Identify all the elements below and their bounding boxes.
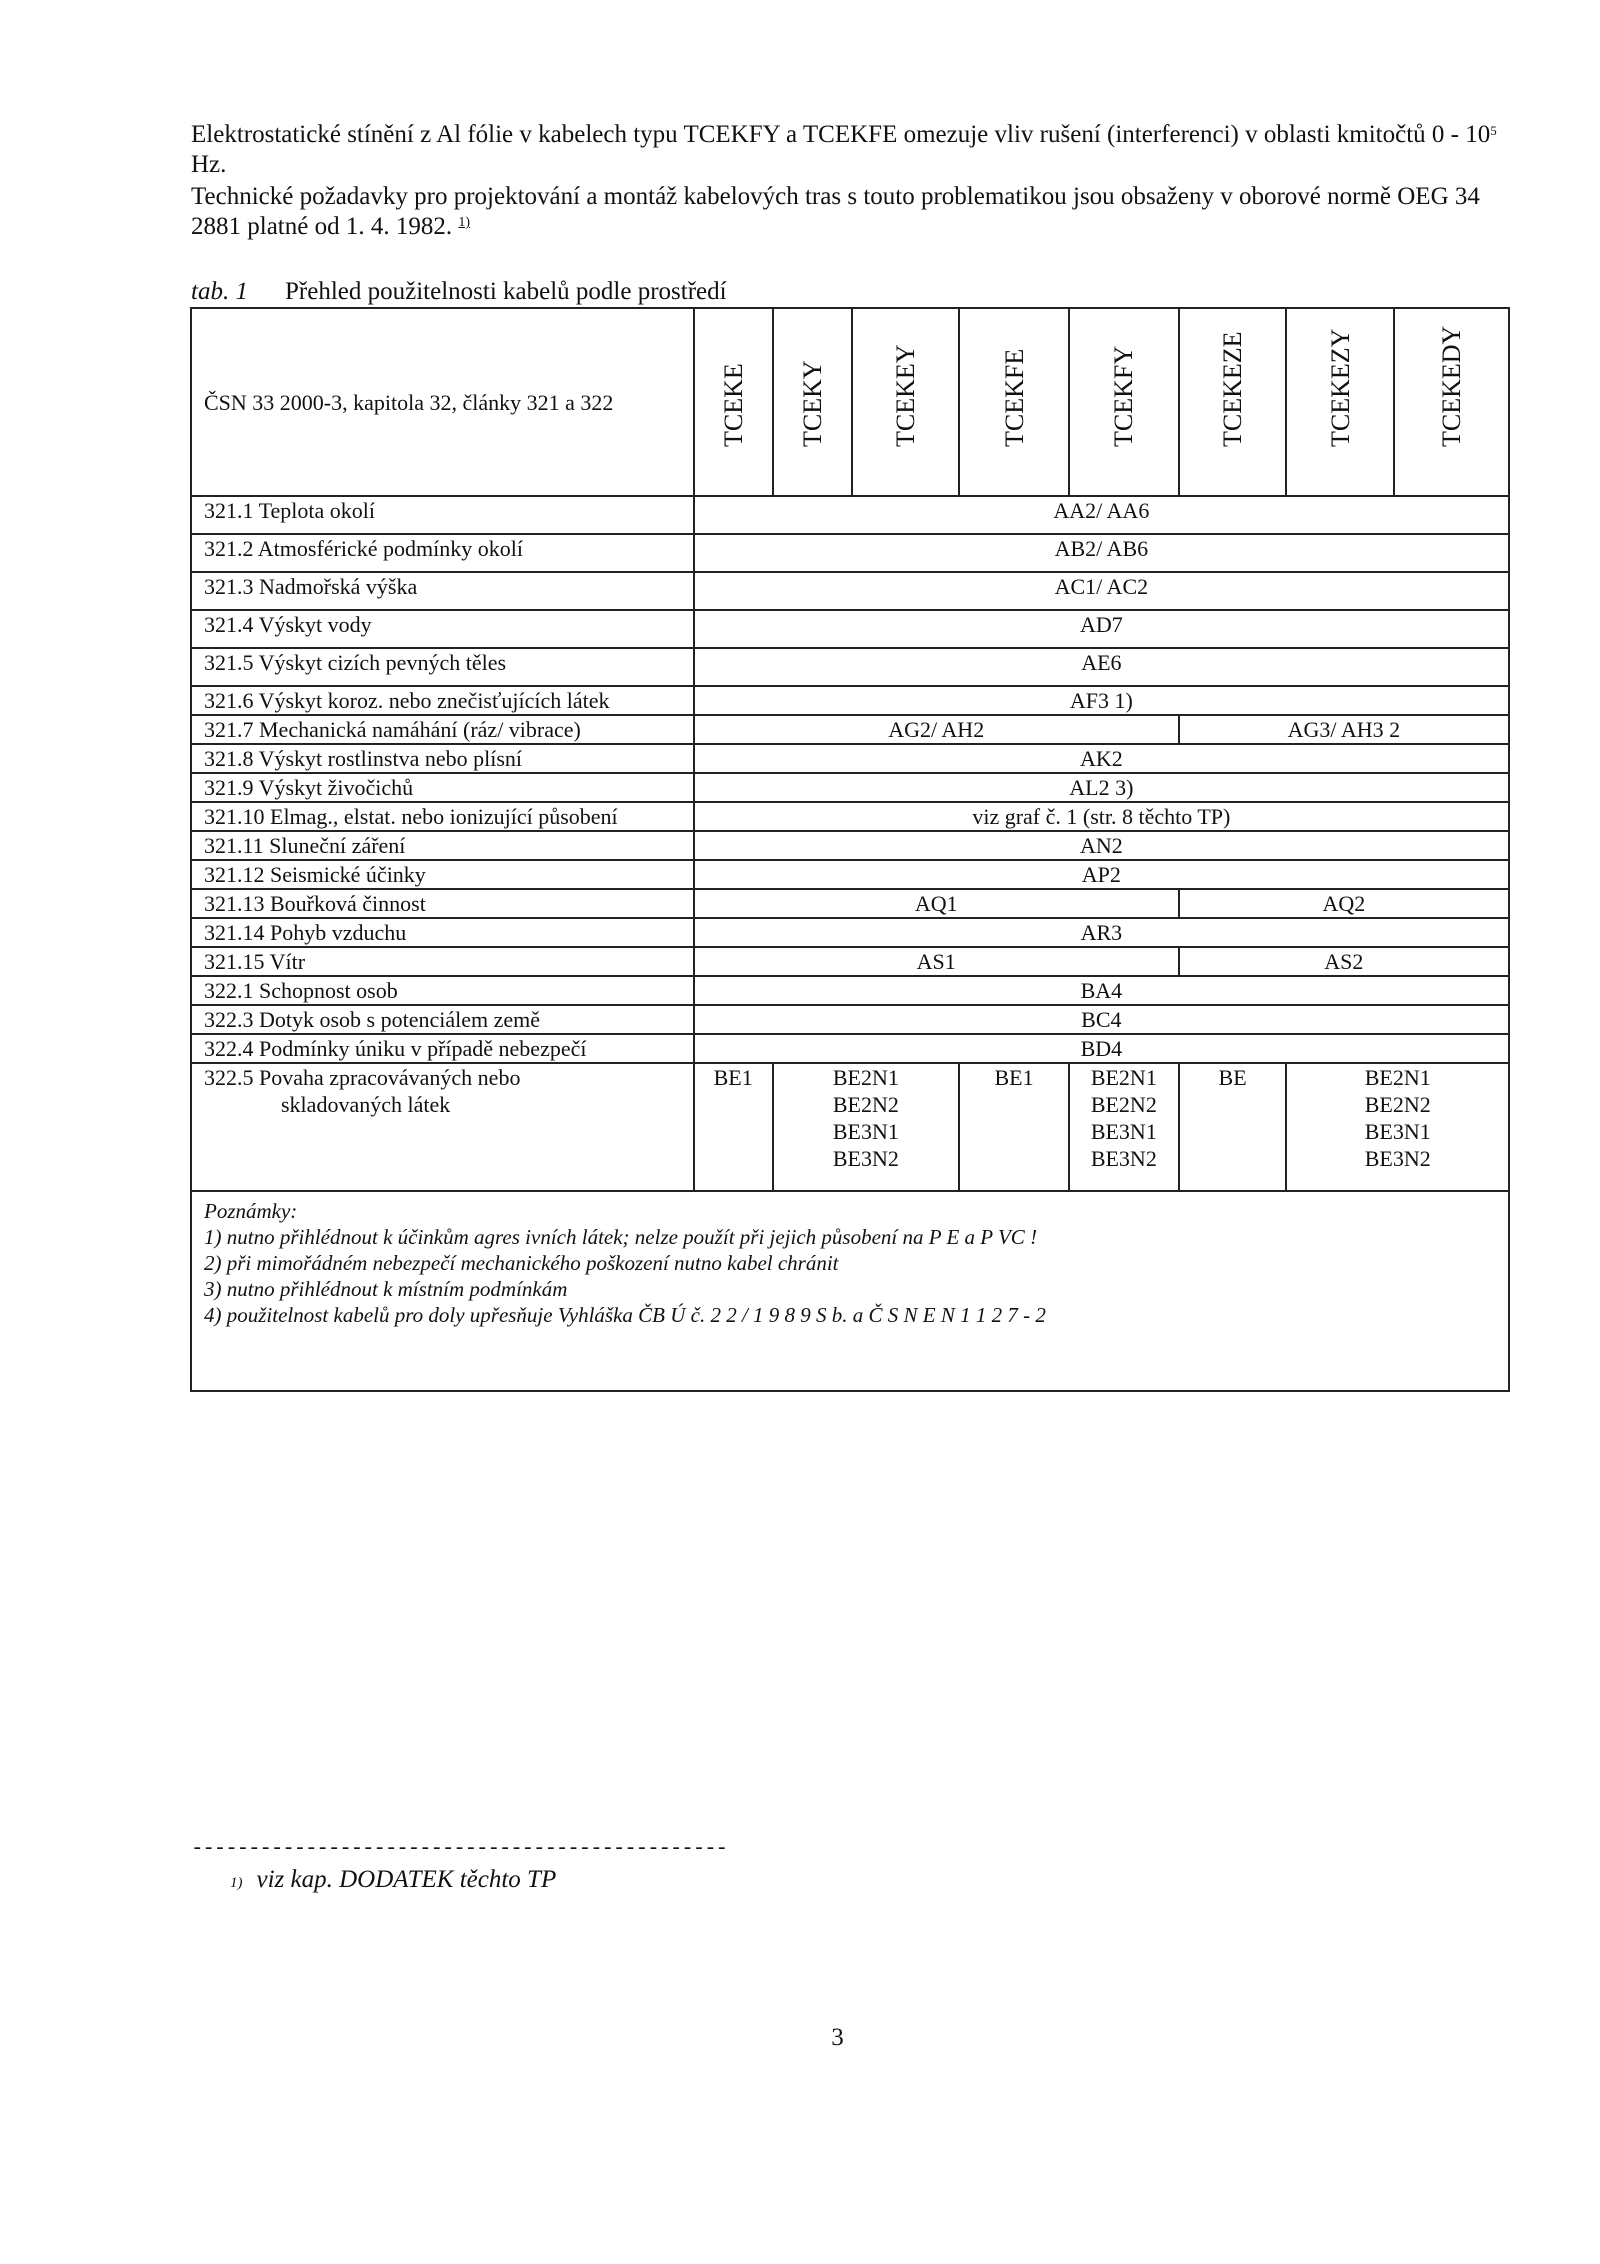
row-label-line-1: 322.5 Povaha zpracovávaných nebo [204,1065,521,1090]
footnote-separator: ----------------------------------------------- [191,1838,727,1861]
cell-tcekfy: BE2N1 BE2N2 BE3N1 BE3N2 [1069,1063,1179,1191]
superscript-exponent: 5 [1490,123,1497,138]
row-value: AE6 [694,648,1509,686]
intro-line-1 [191,120,1511,180]
row-label-line-2: skladovaných látek [281,1092,451,1117]
row-label: 321.11 Sluneční záření [191,831,694,860]
row-label: 321.8 Výskyt rostlinstva nebo plísní [191,744,694,773]
row-value: AR3 [694,918,1509,947]
table-row [191,918,1509,947]
col-header-tceky: TCEKY [773,308,853,496]
table-row [191,773,1509,802]
col-header-tcekey: TCEKEY [852,308,959,496]
table-row [191,648,1509,686]
footnote-text: viz kap. DODATEK těchto TP [256,1866,557,1893]
notes-title: Poznámky: [204,1199,298,1223]
row-value: viz graf č. 1 (str. 8 těchto TP) [694,802,1509,831]
row-value: AD7 [694,610,1509,648]
table-row [191,496,1509,534]
note-item: 3) nutno přihlédnout k místním podmínkám [204,1277,568,1301]
row-label: 321.4 Výskyt vody [191,610,694,648]
row-value: BC4 [694,1005,1509,1034]
row-label [191,1063,694,1191]
row-value-group-a: AS1 [694,947,1179,976]
row-value: AN2 [694,831,1509,860]
table-row [191,947,1509,976]
row-value-group-a: AQ1 [694,889,1179,918]
table-header-norm: ČSN 33 2000-3, kapitola 32, články 321 a 322 [191,308,694,496]
row-label: 321.1 Teplota okolí [191,496,694,534]
cable-usability-table [190,307,1510,1392]
footnote [230,1866,556,1894]
table-notes-row [191,1191,1509,1391]
row-label: 321.14 Pohyb vzduchu [191,918,694,947]
row-label: 321.2 Atmosférické podmínky okolí [191,534,694,572]
row-label: 321.3 Nadmořská výška [191,572,694,610]
row-value: AA2/ AA6 [694,496,1509,534]
col-header-tcekezy: TCEKEZY [1286,308,1394,496]
table-row [191,534,1509,572]
row-value-group-b: AS2 [1179,947,1509,976]
row-label: 321.15 Vítr [191,947,694,976]
footnote-ref-link[interactable]: 1) [458,215,471,230]
row-value: AP2 [694,860,1509,889]
row-value: AF3 1) [694,686,1509,715]
cell-tcekezy-tcekedy: BE2N1 BE2N2 BE3N1 BE3N2 [1286,1063,1509,1191]
row-value-group-b: AQ2 [1179,889,1509,918]
table-row [191,610,1509,648]
table-row [191,715,1509,744]
footnote-number: 1) [230,1875,243,1891]
col-header-tceke: TCEKE [694,308,773,496]
table-row [191,889,1509,918]
row-value: AK2 [694,744,1509,773]
col-header-tcekedy: TCEKEDY [1394,308,1509,496]
table-row [191,686,1509,715]
row-label: 321.9 Výskyt živočichů [191,773,694,802]
page-number: 3 [831,2024,844,2051]
row-label: 322.3 Dotyk osob s potenciálem země [191,1005,694,1034]
row-value: AC1/ AC2 [694,572,1509,610]
table-row [191,744,1509,773]
table-row [191,976,1509,1005]
table-row [191,1005,1509,1034]
col-header-tcekfe: TCEKFE [959,308,1069,496]
row-value: BD4 [694,1034,1509,1063]
table-row-substances [191,1063,1509,1191]
table-header-row [191,308,1509,496]
intro-paragraph [191,120,1511,242]
cell-tcekfe: BE1 [959,1063,1069,1191]
intro-text-1: Elektrostatické stínění z Al fólie v kabelech typu TCEKFY a TCEKFE omezuje vliv rušení (interferenci) v oblasti kmitočtů 0 - 10 [191,121,1491,148]
note-item: 1) nutno přihlédnout k účinkům agres ivních látek; nelze použít při jejich působení na P E a P VC ! [204,1225,1038,1249]
table-notes [191,1191,1509,1391]
table-row [191,1034,1509,1063]
row-label: 322.4 Podmínky úniku v případě nebezpečí [191,1034,694,1063]
table-row [191,831,1509,860]
row-label: 321.10 Elmag., elstat. nebo ionizující působení [191,802,694,831]
row-value-group-b: AG3/ AH3 2 [1179,715,1509,744]
row-label: 322.1 Schopnost osob [191,976,694,1005]
intro-text-1-end: Hz. [191,151,227,178]
table-row [191,860,1509,889]
note-item: 2) při mimořádném nebezpečí mechanického poškození nutno kabel chránit [204,1251,839,1275]
note-item: 4) použitelnost kabelů pro doly upřesňuje Vyhláška ČB Ú č. 2 2 / 1 9 8 9 S b. a Č S N E N 1 1 2 7 - 2 [204,1303,1046,1327]
row-label: 321.12 Seismické účinky [191,860,694,889]
row-label: 321.13 Bouřková činnost [191,889,694,918]
cell-tceky-tcekey: BE2N1 BE2N2 BE3N1 BE3N2 [773,1063,960,1191]
row-label: 321.5 Výskyt cizích pevných těles [191,648,694,686]
cell-tceke: BE1 [694,1063,773,1191]
row-value: AL2 3) [694,773,1509,802]
table-caption-label: tab. 1 [191,278,248,305]
table-caption-title: Přehled použitelnosti kabelů podle prostředí [285,278,727,305]
intro-line-2 [191,182,1511,242]
cell-tcekeze: BE [1179,1063,1287,1191]
table-caption [191,277,727,307]
col-header-tcekeze: TCEKEZE [1179,308,1287,496]
table-row [191,802,1509,831]
col-header-tcekfy: TCEKFY [1069,308,1179,496]
row-label: 321.6 Výskyt koroz. nebo znečisťujících látek [191,686,694,715]
row-value: AB2/ AB6 [694,534,1509,572]
intro-text-2: Technické požadavky pro projektování a montáž kabelových tras s touto problematikou jsou obsaženy v oborové normě OEG 34 2881 platné od 1. 4. 1982. [191,183,1480,240]
table-row [191,572,1509,610]
row-value-group-a: AG2/ AH2 [694,715,1179,744]
row-label: 321.7 Mechanická namáhání (ráz/ vibrace) [191,715,694,744]
row-value: BA4 [694,976,1509,1005]
